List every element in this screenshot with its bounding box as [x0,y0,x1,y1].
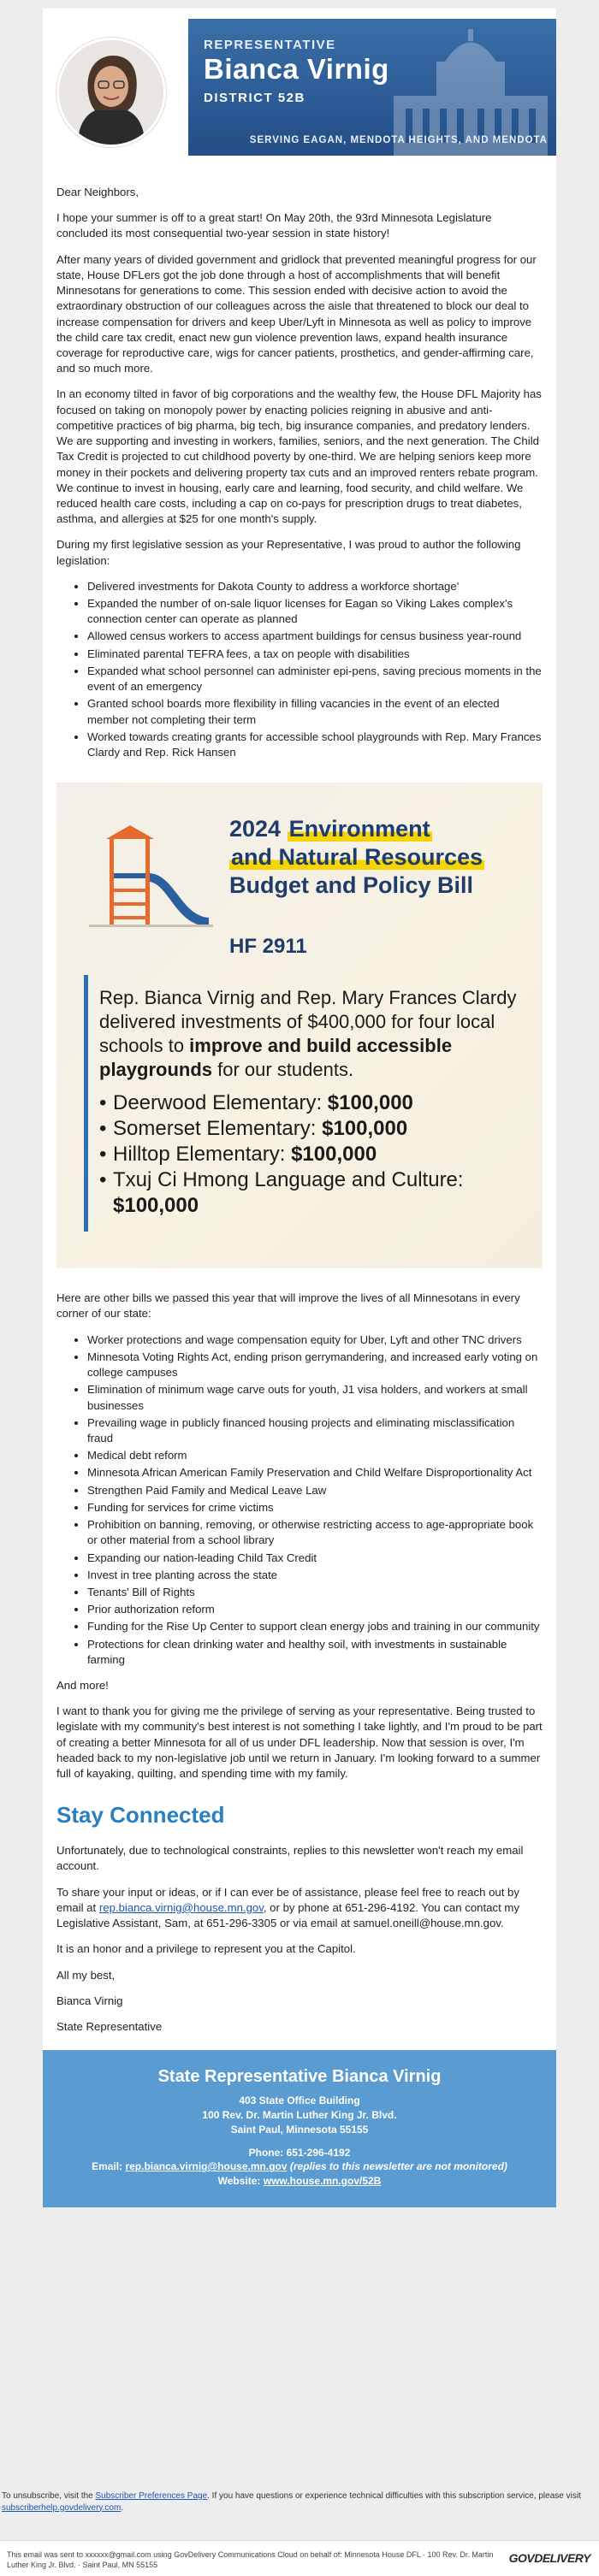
list-item: • Expanding our nation-leading Child Tax Credit [87,1551,543,1566]
school-item [99,1090,527,1116]
list-item: • Protections for clean drinking water and healthy soil, with investments in sustainable farming [87,1637,543,1668]
header-district: DISTRICT 52B [204,91,305,105]
representative-photo [56,38,166,147]
closing: All my best, [56,1968,116,1982]
graphic-intro [99,986,527,1082]
list-item: • Strengthen Paid Family and Medical Leave Law [87,1483,543,1498]
unsubscribe-notice [2,2490,597,2514]
footer-email-line [56,2159,543,2174]
list-item: • Prevailing wage in publicly financed housing projects and eliminating misclassification fraud [87,1415,543,1446]
signature-name: Bianca Virnig [56,1994,123,2007]
paragraph-constraints: Unfortunately, due to technological constraints, replies to this newsletter won't reach my email account. [56,1844,524,1873]
newsletter-body [43,168,556,2035]
school-amount: $100,000 [322,1116,408,1140]
graphic-year: 2024 [229,816,282,842]
paragraph-other-bills: Here are other bills we passed this year that will improve the lives of all Minnesotans in every corner of our state: [56,1291,520,1320]
graphic-bill-number: HF 2911 [229,935,307,959]
footer-city: Saint Paul, Minnesota 55155 [230,2123,369,2136]
footer-email-link[interactable]: rep.bianca.virnig@house.mn.gov [125,2160,288,2173]
list-item: • Invest in tree planting across the state [87,1568,543,1583]
footer-office: 403 State Office Building [239,2094,360,2107]
list-item: • Funding for services for crime victims [87,1500,543,1515]
footer-email-label: Email: [92,2160,126,2173]
paragraph-session: After many years of divided government and gridlock that prevented meaningful progress for our state, House DFLers got the job done through a host of accomplishments that will benefit Minnesotans for generations to come. This session ended with decisive action to avoid the extraordinary obstruction of our colleagues across the aisle that threatened to block our deal to increase compensation for drivers and keep Uber/Lyft in Minnesota as well as policy to improve the child care tax credit, enact new gun violence prevention laws, expand health insurance coverage for reproductive care, wigs for cancer patients, prosthetics, and gender-affirming care, and so much more. [56,252,537,375]
school-item [99,1116,527,1142]
graphic-intro-c: for our students. [212,1059,354,1081]
list-item: • Medical debt reform [87,1448,543,1463]
list-item: • Tenants' Bill of Rights [87,1585,543,1600]
subscriber-preferences-link[interactable]: Subscriber Preferences Page [95,2491,208,2501]
paragraph-thanks: I want to thank you for giving me the privilege of serving as your representative. Being trusted to legislate with my community's best interest is not something I take lightly, and I'm proud to be part of creating a better Minnesota for all of us under DFL leadership. Now that session is over, I'm headed back to my non-legislative job until we return in January. I'm looking forward to a summer full of kayaking, quilting, and spending time with my family. [56,1705,543,1781]
graphic-accent-bar [84,975,88,1232]
list-item: • Minnesota African American Family Preservation and Child Welfare Disproportionality Act [87,1465,543,1480]
list-item: • Elimination of minimum wage carve outs for youth, J1 visa holders, and workers at small businesses [87,1382,543,1413]
contact-text-b: , or by phone at 651-296-4192. You can contact my Legislative Assistant, Sam, at 651-296-3305 or via email at samuel.oneill@house.mn.gov. [56,1900,519,1930]
school-name: Somerset Elementary: [113,1116,323,1140]
other-bills-list [87,1332,543,1668]
list-item: • Worker protections and wage compensation equity for Uber, Lyft and other TNC drivers [87,1332,543,1348]
list-item: • Eliminated parental TEFRA fees, a tax on people with disabilities [87,647,543,662]
school-amount: $100,000 [113,1193,199,1217]
playground-slide-icon [80,822,217,933]
graphic-line-3: Budget and Policy Bill [229,872,474,899]
footer-website-label: Website: [217,2175,264,2188]
newsletter-header [43,9,556,168]
paragraph-intro: I hope your summer is off to a great start! On May 20th, the 93rd Minnesota Legislature concluded its most consequential two-year session in state history! [56,211,492,240]
header-name: Bianca Virnig [204,53,389,85]
contact-footer [43,2050,556,2207]
govdelivery-logo: GOVDELIVERY [508,2551,590,2565]
graphic-highlight-1: Environment [288,816,430,842]
footer-phone: Phone: 651-296-4192 [248,2146,351,2159]
list-item: • Prior authorization reform [87,1602,543,1617]
footer-email-note: (replies to this newsletter are not monitored) [287,2160,507,2173]
newsletter-container [43,9,556,2207]
list-item: • Allowed census workers to access apartment buildings for census business year-round [87,629,543,644]
authored-list [87,579,543,760]
list-item: • Worked towards creating grants for accessible school playgrounds with Rep. Mary Frances Clardy and Rep. Rick Hansen [87,730,543,760]
school-list [99,1090,527,1219]
graphic-intro-a: Rep. Bianca Virnig and Rep. Mary Frances Clardy delivered investments of $400,000 for four local schools to [99,987,517,1057]
paragraph-contact [56,1885,543,1932]
school-item [99,1167,527,1219]
list-item: • Expanded the number of on-sale liquor licenses for Eagan so Viking Lakes complex's connection center can operate as planned [87,596,543,627]
unsub-text-c: . [121,2502,124,2513]
header-title-small: REPRESENTATIVE [204,38,336,52]
school-amount: $100,000 [327,1090,413,1114]
unsub-text-b: . If you have questions or experience technical difficulties with this subscription service, please visit [207,2491,581,2501]
signature-title: State Representative [56,2019,163,2033]
school-name: Txuj Ci Hmong Language and Culture: [113,1167,464,1191]
footer-website-line [56,2174,543,2189]
list-item: • Prohibition on banning, removing, or otherwise restricting access to age-appropriate book or other material from a school library [87,1517,543,1548]
list-item: • Funding for the Rise Up Center to support clean energy jobs and training in our community [87,1619,543,1634]
list-item: • Minnesota Voting Rights Act, ending prison gerrymandering, and increased early voting on college campuses [87,1350,543,1380]
govdelivery-footer [0,2540,599,2576]
school-item [99,1142,527,1167]
hf2911-graphic [56,783,543,1268]
contact-text-a: To share your input or ideas, or if I can ever be of assistance, please feel free to reach out by email at [56,1885,519,1914]
paragraph-economy: In an economy tilted in favor of big corporations and the wealthy few, the House DFL Majority has focused on taking on monopoly power by enacting policies reigning in abusive and anti-competitive practices of big pharma, big tech, big insurance companies, and predatory lenders. We are supporting and investing in workers, families, seniors, and the next generation. The Child Tax Credit is projected to cut childhood poverty by one-third. We are helping seniors keep more money in their pockets and delivering property tax cuts and an improved renters rebate program. We continue to invest in housing, early care and learning, food security, and child welfare. We reduced health care costs, including a cap on co-pays for prescription drugs to treat diabetes, asthma, and allergies at $25 for one month's supply. [56,387,542,526]
list-item: • Granted school boards more flexibility in filling vacancies in the event of an elected member not completing their term [87,696,543,727]
footer-name: State Representative Bianca Virnig [157,2067,442,2087]
graphic-highlight-2: and Natural Resources [231,844,483,871]
list-item: • Delivered investments for Dakota County to address a workforce shortage' [87,579,543,594]
graphic-title [229,815,484,900]
rep-email-link[interactable]: rep.bianca.virnig@house.mn.gov [98,1900,264,1914]
footer-street: 100 Rev. Dr. Martin Luther King Jr. Blvd. [202,2108,397,2121]
list-item: • Expanded what school personnel can administer epi-pens, saving precious moments in the event of an emergency [87,664,543,694]
paragraph-honor: It is an honor and a privilege to represent you at the Capitol. [56,1942,356,1956]
subscriber-help-link[interactable]: subscriberhelp.govdelivery.com [2,2502,122,2513]
paragraph-authored: During my first legislative session as your Representative, I was proud to author the following legislation: [56,538,521,567]
school-name: Deerwood Elementary: [113,1090,328,1114]
and-more: And more! [56,1679,109,1693]
greeting: Dear Neighbors, [56,186,139,198]
header-banner [188,19,556,156]
graphic-body [99,986,527,1219]
sent-to-notice: This email was sent to xxxxxx@gmail.com using GovDelivery Communications Cloud on behalf of: Minnesota House DFL · 100 Rev. Dr. Martin Luther King Jr. Blvd. · Saint Paul, MN 55155 [7,2550,494,2570]
header-serving: SERVING EAGAN, MENDOTA HEIGHTS, AND MENDOTA [249,135,548,145]
school-name: Hilltop Elementary: [113,1142,292,1166]
graphic-intro-b: improve and build accessible playgrounds [99,1035,453,1081]
footer-website-link[interactable]: www.house.mn.gov/52B [263,2175,382,2188]
school-amount: $100,000 [291,1142,377,1166]
unsub-text-a: To unsubscribe, visit the [2,2491,96,2501]
stay-connected-heading: Stay Connected [56,1802,225,1829]
